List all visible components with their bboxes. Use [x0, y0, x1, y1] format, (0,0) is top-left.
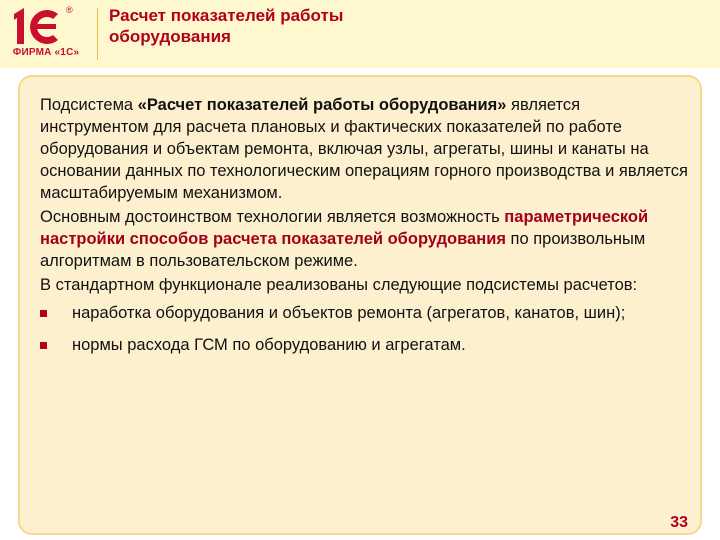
- bullet-square-icon: [40, 342, 47, 349]
- content-text: [40, 94, 690, 366]
- paragraph-1-prefix: Подсистема: [40, 96, 138, 114]
- page-title-line2: оборудования: [109, 27, 231, 46]
- logo-caption: ФИРМА «1С»: [12, 47, 80, 58]
- header-divider: [97, 8, 98, 60]
- logo-1c: [6, 4, 90, 64]
- paragraph-2-highlight: параметрической настройки способов расчета показателей оборудования: [40, 208, 649, 248]
- page-title-line1: Расчет показателей работы: [109, 6, 344, 25]
- list-item: [40, 302, 690, 324]
- logo-registered-mark: ®: [66, 5, 73, 15]
- paragraph-3: В стандартном функционале реализованы следующие подсистемы расчетов:: [40, 276, 638, 294]
- page-number: 33: [670, 514, 688, 531]
- header-band: [0, 0, 720, 68]
- list-item-text: нормы расхода ГСМ по оборудованию и агрегатам.: [72, 336, 466, 354]
- paragraph-1-subsystem-name: «Расчет показателей работы оборудования»: [137, 96, 507, 114]
- logo-1c-icon: [6, 4, 90, 50]
- paragraph-1-rest: является инструментом для расчета плановых и фактических показателей по работе оборудования и объектам ремонта, включая узлы, агрегаты, шины и канаты на основании данных по технологическим операциям горного производства и является масштабируемым механизмом.: [40, 96, 688, 202]
- paragraph-2: [40, 206, 690, 272]
- list-item-text: наработка оборудования и объектов ремонта (агрегатов, канатов, шин);: [72, 304, 626, 322]
- bullet-square-icon: [40, 310, 47, 317]
- page-title: [109, 5, 469, 47]
- paragraph-2-prefix: Основным достоинством технологии является возможность: [40, 208, 505, 226]
- paragraph-2-rest: по произвольным алгоритмам в пользовательском режиме.: [40, 230, 646, 270]
- paragraph-1: [40, 94, 690, 204]
- list-item: [40, 334, 690, 356]
